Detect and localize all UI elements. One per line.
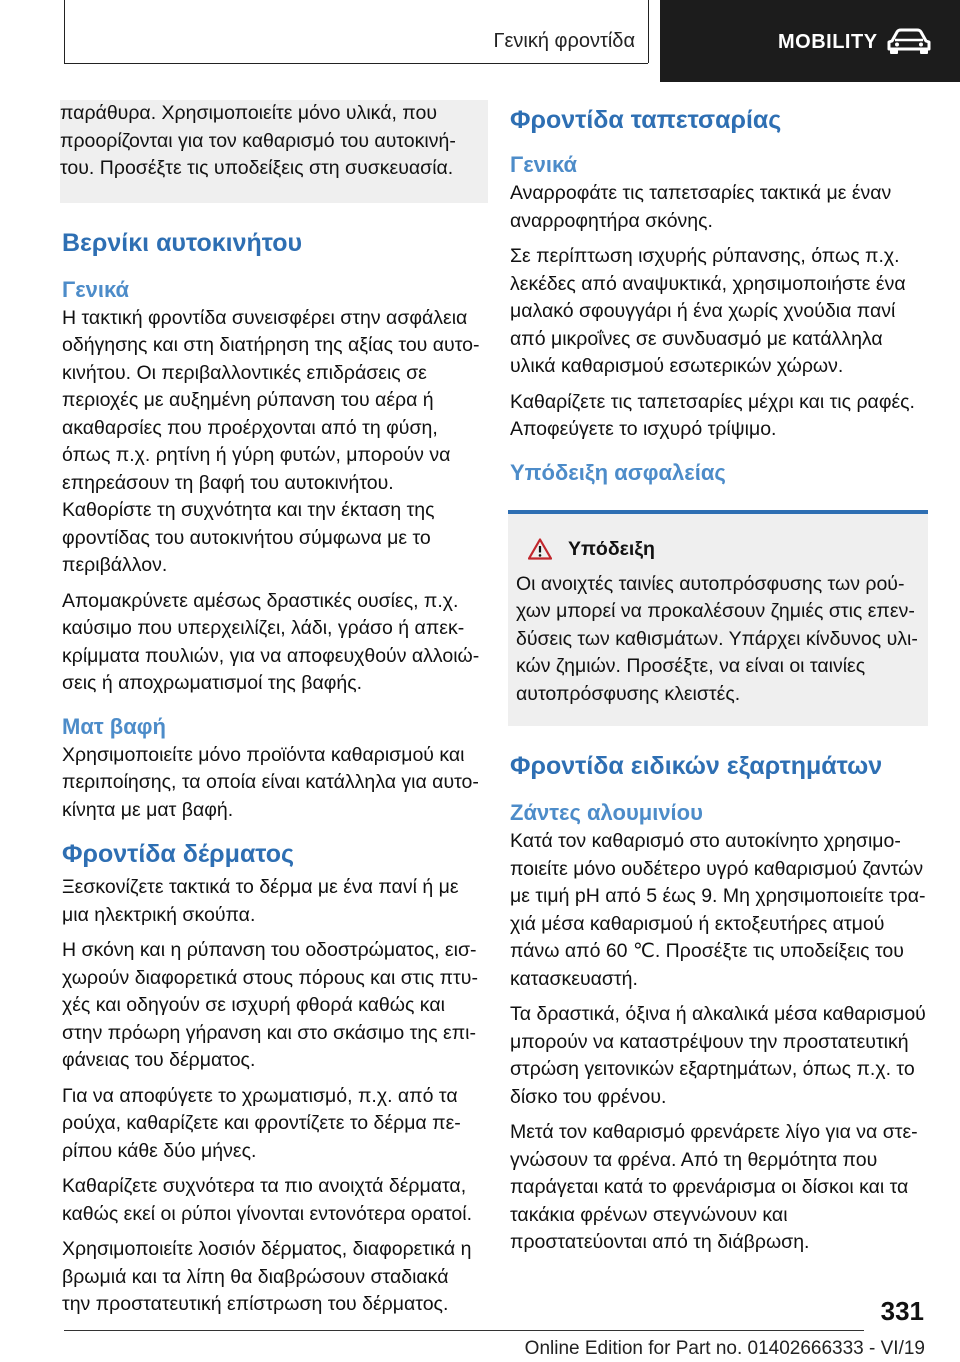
footer-rule bbox=[64, 1330, 864, 1331]
continued-note-text: παράθυρα. Χρησιμοποιείτε μόνο υλικά, που προορίζονται για τον καθαρισμό του αυτοκινήτου. Προσέξτε τις υποδείξεις στη συσκευασία. bbox=[60, 102, 456, 179]
paragraph: Η σκόνη και η ρύπανση του οδοστρώματος, εισχωρούν διαφορετικά στους πόρους και στις πτυχές και οδηγούν σε ισχυρή φθορά καθώς και στην πρόωρη γήρανση και στο σκάσιμο της επιφάνειας του δέρματος. bbox=[62, 939, 478, 1071]
chapter-badge bbox=[660, 0, 960, 82]
heading-leather: Φροντίδα δέρματος bbox=[62, 840, 295, 868]
heading-rims: Ζάντες αλουμινίου bbox=[510, 800, 703, 825]
heading-special-parts: Φροντίδα ειδικών εξαρτημάτων bbox=[510, 752, 883, 780]
notice-text: Οι ανοιχτές ταινίες αυτοπρόσφυσης των ρούχων μπορεί να προκαλέσουν ζημιές στις επενδύσεις των καθισμάτων. Υπάρχει κίνδυνος υλικών ζημιών. Προσέξτε, να είναι οι ταινίες αυτοπρόσφυσης κλειστές. bbox=[516, 572, 918, 705]
paragraph: Για να αποφύγετε το χρωματισμό, π.χ. από τα ρούχα, καθαρίζετε και φροντίζετε το δέρμα περίπου κάθε δύο μήνες. bbox=[62, 1084, 461, 1162]
edition-note: Online Edition for Part no. 01402666333 - VI/19 bbox=[524, 1338, 925, 1359]
header-rule-left bbox=[64, 0, 65, 63]
header-section-title: Γενική φροντίδα bbox=[493, 30, 635, 52]
car-icon bbox=[886, 27, 932, 55]
header-rule-bottom bbox=[64, 63, 648, 64]
heading-upholstery: Φροντίδα ταπετσαρίας bbox=[510, 106, 782, 134]
right-column bbox=[510, 100, 928, 1265]
heading-safety: Υπόδειξη ασφαλείας bbox=[510, 459, 726, 485]
heading-matt: Ματ βαφή bbox=[62, 713, 166, 739]
heading-paint-general: Γενικά bbox=[62, 276, 130, 302]
safety-notice-box bbox=[508, 510, 928, 727]
paragraph: Χρησιμοποιείτε μόνο προϊόντα καθαρισμού και περιποίησης, τα οποία είναι κατάλληλα για αυτοκίνητα με ματ βαφή. bbox=[62, 743, 479, 821]
paragraph: Η τακτική φροντίδα συνεισφέρει στην ασφάλεια οδήγησης και στη διατήρηση της αξίας του αυτοκινήτου. Οι περιβαλλοντικές επιδράσεις σε περιοχές με αυξημένη ρύπανση του αέρα ή ακαθαρσίες που προέρχονται από τη φύση, όπως π.χ. ρητίνη ή γύρη φυτών, μπορούν να επηρεάσουν τη βαφή του αυτοκινήτου. Καθορίστε τη συχνότητα και την έκταση της φροντίδας του αυτοκινήτου σύμφωνα με το περιβάλλον. bbox=[62, 306, 480, 576]
paragraph: Καθαρίζετε συχνότερα τα πιο ανοιχτά δέρματα, καθώς εκεί οι ρύποι γίνονται εντονότερα ορατοί. bbox=[62, 1175, 473, 1225]
paragraph: Καθαρίζετε τις ταπετσαρίες μέχρι και τις ραφές. Αποφεύγετε το ισχυρό τρίψιμο. bbox=[510, 390, 915, 440]
paragraph: Απομακρύνετε αμέσως δραστικές ουσίες, π.χ. καύσιμο που υπερχειλίζει, λάδι, γράσο ή απεκκρίμματα πουλιών, για να αποφευχθούν αλλοιώσεις ή αποχρωματισμοί της βαφής. bbox=[62, 589, 480, 694]
chapter-title: MOBILITY bbox=[778, 31, 878, 53]
heading-upholstery-general: Γενικά bbox=[510, 152, 578, 177]
header-rule-right bbox=[648, 0, 649, 63]
paragraph: Μετά τον καθαρισμό φρενάρετε λίγο για να στεγνώσουν τα φρένα. Από τη θερμότητα που παράγεται κατά το φρενάρισμα οι δίσκοι και τα τακάκια φρένων στεγνώνουν και προστατεύονται από τη διάβρωση. bbox=[510, 1121, 918, 1253]
paragraph: Ξεσκονίζετε τακτικά το δέρμα με ένα πανί ή με μια ηλεκτρική σκούπα. bbox=[62, 876, 459, 926]
heading-paint: Βερνίκι αυτοκινήτου bbox=[62, 228, 303, 257]
paragraph: Χρησιμοποιείτε λοσιόν δέρματος, διαφορετικά η βρωμιά και τα λίπη θα διαβρώσουν σταδιακά την προστατευτική επίστρωση του δέρματος. bbox=[62, 1238, 472, 1315]
paragraph: Αναρροφάτε τις ταπετσαρίες τακτικά με έναν αναρροφητήρα σκόνης. bbox=[510, 182, 892, 232]
page-number: 331 bbox=[880, 1296, 924, 1326]
notice-header bbox=[528, 538, 920, 561]
continued-note-box bbox=[60, 100, 488, 203]
warning-triangle-icon bbox=[528, 538, 552, 560]
paragraph: Τα δραστικά, όξινα ή αλκαλικά μέσα καθαρισμού μπορούν να καταστρέψουν την προστατευτική στρώση γειτονικών εξαρτημάτων, όπως π.χ. το δίσκο του φρένου. bbox=[510, 1003, 926, 1108]
left-column bbox=[62, 100, 480, 1327]
notice-title: Υπόδειξη bbox=[568, 537, 655, 560]
paragraph: Σε περίπτωση ισχυρής ρύπανσης, όπως π.χ. λεκέδες από αναψυκτικά, χρησιμοποιήστε ένα μαλακό σφουγγάρι ή ένα χωρίς χνούδια πανί από μικροΐνες σε συνδυασμό με κατάλληλα υλικά καθαρισμού εσωτερικών χώρων. bbox=[510, 245, 906, 377]
paragraph: Κατά τον καθαρισμό στο αυτοκίνητο χρησιμοποιείτε μόνο ουδέτερο υγρό καθαρισμού ζαντών με τιμή pH από 5 έως 9. Μη χρησιμοποιείτε τραχιά μέσα καθαρισμού ή εκτοξευτήρες ατμού πάνω από 60 ℃. Προσέξτε τις υποδείξεις του κατασκευαστή. bbox=[510, 830, 926, 990]
